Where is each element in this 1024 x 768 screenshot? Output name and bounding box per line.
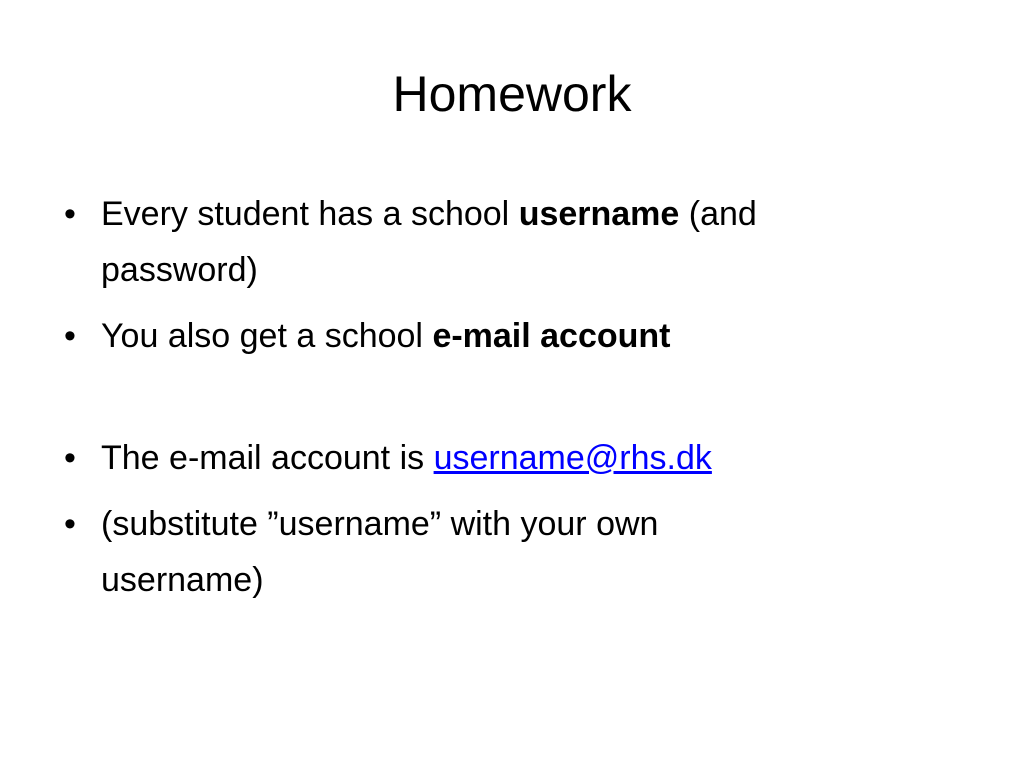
bullet-line: username) (101, 561, 264, 599)
bullet-line: password) (101, 251, 258, 289)
bullet-item-username (58, 186, 958, 298)
bullet-text: (and (679, 195, 757, 233)
bullet-dot-icon: • (64, 439, 76, 477)
bullet-text: Every student has a school (101, 195, 519, 233)
bullet-text: The e-mail account is (101, 439, 434, 477)
slide-title: Homework (392, 66, 632, 122)
bullet-item-email-address (58, 430, 958, 486)
bullet-item-email-account (58, 308, 958, 364)
bullet-list (58, 186, 958, 618)
email-link[interactable]: username@rhs.dk (433, 439, 712, 477)
bullet-text: You also get a school (101, 317, 433, 355)
bullet-line: (substitute ”username” with your own (101, 505, 659, 543)
bullet-line (101, 308, 958, 364)
bullet-dot-icon: • (64, 317, 76, 355)
bullet-dot-icon: • (64, 195, 76, 233)
bullet-line (101, 186, 958, 242)
bullet-bold-text: e-mail account (432, 317, 671, 355)
bullet-item-substitute (58, 496, 958, 608)
bullet-line (101, 430, 958, 486)
bullet-bold-text: username (518, 195, 680, 233)
bullet-dot-icon: • (64, 505, 76, 543)
